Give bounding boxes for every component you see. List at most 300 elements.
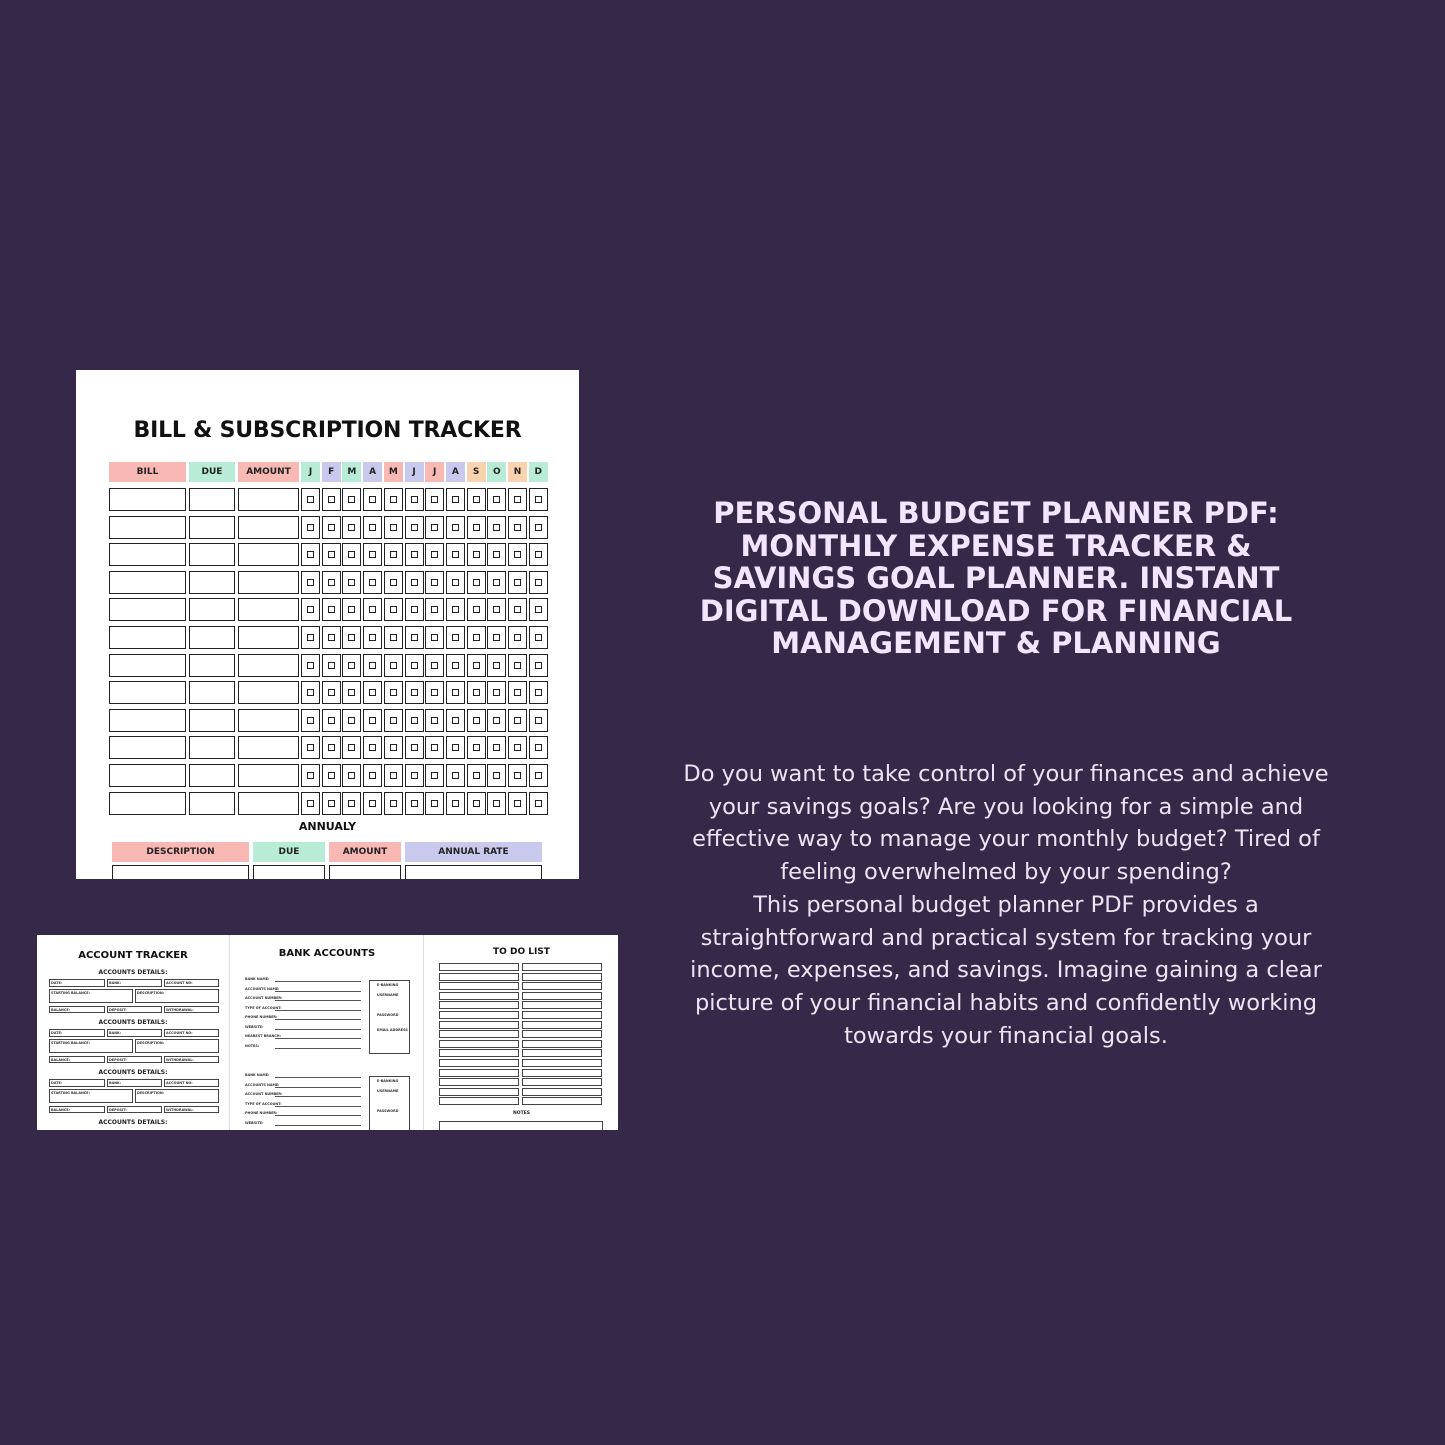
bill-field	[109, 681, 186, 704]
checkbox	[348, 606, 355, 613]
month-cell	[487, 764, 506, 787]
month-cell	[529, 516, 548, 539]
todo-item-box	[522, 1040, 602, 1048]
month-cell	[446, 654, 465, 677]
checkbox	[390, 606, 397, 613]
checkbox	[452, 772, 459, 779]
e-banking-label: USERNAME	[377, 1089, 399, 1093]
checkbox	[431, 772, 438, 779]
bank-accounts-title: BANK ACCOUNTS	[278, 948, 376, 959]
checkbox	[369, 717, 376, 724]
checkbox	[307, 579, 314, 586]
amount-field	[238, 681, 299, 704]
due-field	[189, 516, 235, 539]
month-cell	[363, 571, 382, 594]
checkbox	[514, 800, 521, 807]
month-cell	[322, 626, 341, 649]
month-cell	[425, 764, 444, 787]
month-cell	[405, 571, 424, 594]
checkbox	[473, 496, 480, 503]
checkbox	[369, 606, 376, 613]
checkbox	[307, 689, 314, 696]
month-cell	[425, 626, 444, 649]
checkbox	[390, 551, 397, 558]
checkbox	[535, 579, 542, 586]
month-cell	[342, 598, 361, 621]
bank-field-label: ACCOUNT NUMBER:	[245, 1092, 283, 1096]
todo-item-box	[439, 1088, 519, 1096]
checkbox	[348, 579, 355, 586]
checkbox	[535, 800, 542, 807]
checkbox	[514, 662, 521, 669]
todo-item-box	[522, 1088, 602, 1096]
bill-field	[109, 516, 186, 539]
checkbox	[493, 579, 500, 586]
bank-field-line	[275, 1048, 361, 1049]
month-cell	[363, 792, 382, 815]
month-cell	[384, 571, 403, 594]
deposit-label: DEPOSIT:	[109, 1008, 127, 1012]
todo-item-box	[522, 1097, 602, 1105]
accounts-details-label: ACCOUNTS DETAILS:	[98, 969, 168, 976]
month-cell	[405, 709, 424, 732]
checkbox	[390, 662, 397, 669]
month-cell	[363, 488, 382, 511]
checkbox	[348, 689, 355, 696]
checkbox	[328, 579, 335, 586]
checkbox	[535, 662, 542, 669]
checkbox	[390, 744, 397, 751]
month-cell	[529, 764, 548, 787]
checkbox	[431, 579, 438, 586]
description-paragraph-1: Do you want to take control of your finances and achieve your savings goals? Are you looking for a simple and effective way to manage your monthly budget? Tired of feeling overwhelmed by your spending?	[683, 761, 1329, 886]
checkbox	[411, 662, 418, 669]
bank-field-label: ACCOUNT NUMBER:	[245, 996, 283, 1000]
bill-field	[109, 654, 186, 677]
todo-item-box	[522, 973, 602, 981]
bank-field-label: ACCOUNTS NAME:	[245, 1082, 280, 1087]
todo-item-box	[522, 1021, 602, 1029]
month-cell	[425, 792, 444, 815]
checkbox	[452, 744, 459, 751]
annual-amount-field	[329, 865, 401, 879]
month-cell	[467, 626, 486, 649]
checkbox	[307, 496, 314, 503]
month-cell	[446, 736, 465, 759]
month-cell	[342, 764, 361, 787]
checkbox	[369, 524, 376, 531]
month-cell	[487, 654, 506, 677]
checkbox	[411, 717, 418, 724]
checkbox	[452, 606, 459, 613]
checkbox	[535, 496, 542, 503]
month-cell	[508, 626, 527, 649]
checkbox	[411, 551, 418, 558]
bank-field-label: PHONE NUMBER:	[245, 1015, 278, 1019]
bank-field-label: WEBSITE:	[245, 1024, 264, 1029]
checkbox	[452, 496, 459, 503]
due-field	[189, 709, 235, 732]
todo-item-box	[522, 1059, 602, 1067]
bank-field-line	[275, 991, 361, 992]
checkbox	[328, 551, 335, 558]
checkbox	[348, 772, 355, 779]
month-cell	[301, 488, 320, 511]
bank-field-line	[275, 1010, 361, 1011]
month-cell	[301, 709, 320, 732]
month-cell	[487, 681, 506, 704]
amount-field	[238, 571, 299, 594]
todo-item-box	[439, 1049, 519, 1057]
month-cell	[363, 516, 382, 539]
month-cell	[301, 736, 320, 759]
bill-tracker-preview	[76, 370, 579, 879]
month-cell	[425, 681, 444, 704]
month-cell	[342, 736, 361, 759]
bank-field-line	[275, 1087, 361, 1088]
checkbox	[514, 606, 521, 613]
checkbox	[348, 496, 355, 503]
month-header: O	[487, 462, 506, 482]
checkbox	[431, 634, 438, 641]
month-cell	[529, 709, 548, 732]
checkbox	[411, 579, 418, 586]
accounts-details-label: ACCOUNTS DETAILS:	[98, 1119, 168, 1126]
month-cell	[384, 598, 403, 621]
starting-balance-label: STARTING BALANCE:	[51, 1041, 90, 1045]
e-banking-box	[369, 980, 410, 1054]
month-cell	[405, 681, 424, 704]
month-header: N	[508, 462, 527, 482]
bill-field	[109, 709, 186, 732]
checkbox	[431, 496, 438, 503]
checkbox	[369, 744, 376, 751]
checkbox	[514, 496, 521, 503]
month-cell	[487, 598, 506, 621]
e-banking-label: EMAIL ADDRESS	[377, 1028, 408, 1032]
starting-balance-label: STARTING BALANCE:	[51, 991, 90, 995]
month-cell	[322, 516, 341, 539]
todo-item-box	[522, 963, 602, 971]
month-cell	[384, 709, 403, 732]
bank-field-line	[275, 1106, 361, 1107]
bank-field-line	[275, 1029, 361, 1030]
month-cell	[467, 543, 486, 566]
month-cell	[301, 764, 320, 787]
checkbox	[493, 772, 500, 779]
bill-field	[109, 543, 186, 566]
month-cell	[363, 626, 382, 649]
month-cell	[363, 709, 382, 732]
checkbox	[452, 551, 459, 558]
e-banking-label: PASSWORD	[377, 1013, 399, 1017]
checkbox	[369, 772, 376, 779]
month-cell	[301, 598, 320, 621]
checkbox	[431, 662, 438, 669]
month-cell	[425, 543, 444, 566]
month-cell	[384, 736, 403, 759]
todo-item-box	[522, 1049, 602, 1057]
checkbox	[307, 744, 314, 751]
bank-field-line	[275, 1115, 361, 1116]
amount-field	[238, 516, 299, 539]
checkbox	[411, 606, 418, 613]
checkbox	[390, 772, 397, 779]
due-field	[189, 681, 235, 704]
month-cell	[342, 626, 361, 649]
month-cell	[384, 516, 403, 539]
month-cell	[342, 571, 361, 594]
todo-item-box	[522, 992, 602, 1000]
checkbox	[411, 524, 418, 531]
checkbox	[493, 662, 500, 669]
todo-item-box	[522, 1078, 602, 1086]
checkbox	[493, 551, 500, 558]
bank-field-line	[275, 1077, 361, 1078]
bank-field-label: WEBSITE:	[245, 1120, 264, 1125]
month-cell	[529, 543, 548, 566]
checkbox	[431, 800, 438, 807]
bank-field-label: NOTES:	[245, 1043, 260, 1048]
month-cell	[405, 764, 424, 787]
checkbox	[328, 689, 335, 696]
month-cell	[487, 709, 506, 732]
description-label: DESCRIPTION:	[137, 991, 165, 995]
checkbox	[493, 634, 500, 641]
due-field	[189, 654, 235, 677]
checkbox	[535, 606, 542, 613]
checkbox	[307, 551, 314, 558]
bank-field-line	[275, 1019, 361, 1020]
todo-item-box	[522, 1011, 602, 1019]
month-cell	[425, 488, 444, 511]
month-cell	[529, 488, 548, 511]
account-no-label: ACCOUNT NO:	[166, 1031, 193, 1035]
checkbox	[411, 772, 418, 779]
month-cell	[508, 764, 527, 787]
checkbox	[535, 551, 542, 558]
month-cell	[467, 792, 486, 815]
checkbox	[535, 689, 542, 696]
checkbox	[514, 524, 521, 531]
checkbox	[390, 689, 397, 696]
month-cell	[363, 764, 382, 787]
month-cell	[322, 792, 341, 815]
month-cell	[301, 792, 320, 815]
checkbox	[328, 524, 335, 531]
todo-item-box	[439, 1011, 519, 1019]
month-header: A	[363, 462, 382, 482]
month-cell	[487, 488, 506, 511]
checkbox	[411, 744, 418, 751]
balance-label: BALANCE:	[51, 1008, 70, 1012]
checkbox	[328, 662, 335, 669]
todo-item-box	[439, 1097, 519, 1105]
bill-column-header: BILL	[109, 462, 186, 482]
month-cell	[487, 792, 506, 815]
checkbox	[348, 744, 355, 751]
account-tracker-page	[37, 935, 230, 1130]
checkbox	[493, 689, 500, 696]
checkbox	[390, 524, 397, 531]
checkbox	[307, 800, 314, 807]
checkbox	[535, 634, 542, 641]
checkbox	[514, 551, 521, 558]
checkbox	[431, 717, 438, 724]
checkbox	[307, 634, 314, 641]
month-cell	[508, 654, 527, 677]
todo-list-page	[425, 935, 618, 1130]
bank-field-line	[275, 1125, 361, 1126]
amount-field	[238, 488, 299, 511]
bank-field-label: ACCOUNTS NAME:	[245, 986, 280, 991]
bill-field	[109, 488, 186, 511]
month-header: S	[467, 462, 486, 482]
checkbox	[411, 496, 418, 503]
checkbox	[369, 689, 376, 696]
bill-field	[109, 736, 186, 759]
notes-label: NOTES	[513, 1111, 530, 1116]
todo-item-box	[522, 1001, 602, 1009]
month-cell	[301, 571, 320, 594]
checkbox	[452, 800, 459, 807]
checkbox	[514, 689, 521, 696]
month-cell	[446, 709, 465, 732]
todo-item-box	[439, 973, 519, 981]
description-label: DESCRIPTION:	[137, 1091, 165, 1095]
checkbox	[514, 579, 521, 586]
month-cell	[322, 543, 341, 566]
bank-field-label: TYPE OF ACCOUNT:	[245, 1101, 282, 1106]
month-cell	[384, 488, 403, 511]
checkbox	[493, 717, 500, 724]
month-cell	[301, 543, 320, 566]
month-header: J	[425, 462, 444, 482]
checkbox	[514, 717, 521, 724]
annual-rate-field	[405, 865, 542, 879]
bill-field	[109, 598, 186, 621]
bill-tracker-title: BILL & SUBSCRIPTION TRACKER	[133, 418, 522, 443]
month-cell	[384, 543, 403, 566]
checkbox	[431, 744, 438, 751]
product-heading: PERSONAL BUDGET PLANNER PDF: MONTHLY EXPENSE TRACKER & SAVINGS GOAL PLANNER. INSTANT DIGITAL DOWNLOAD FOR FINANCIAL MANAGEMENT & PLANNING	[699, 496, 1293, 660]
month-header: J	[301, 462, 320, 482]
e-banking-label: USERNAME	[377, 993, 399, 997]
month-cell	[508, 571, 527, 594]
checkbox	[535, 744, 542, 751]
amount-field	[238, 792, 299, 815]
checkbox	[535, 772, 542, 779]
bank-label: BANK:	[109, 1081, 122, 1085]
withdrawal-label: WITHDRAWAL:	[166, 1058, 194, 1062]
checkbox	[535, 717, 542, 724]
checkbox	[431, 524, 438, 531]
e-banking-label: E-BANKING	[377, 983, 399, 987]
checkbox	[348, 524, 355, 531]
bank-field-label: NEAREST BRANCH:	[245, 1034, 281, 1038]
month-cell	[529, 571, 548, 594]
checkbox	[307, 662, 314, 669]
checkbox	[328, 606, 335, 613]
accounts-details-label: ACCOUNTS DETAILS:	[98, 1019, 168, 1026]
month-cell	[467, 736, 486, 759]
month-cell	[446, 764, 465, 787]
checkbox	[452, 634, 459, 641]
account-no-label: ACCOUNT NO:	[166, 981, 193, 985]
bank-field-label: BANK NAME:	[245, 1073, 270, 1077]
month-cell	[425, 736, 444, 759]
month-cell	[363, 736, 382, 759]
bank-field-line	[275, 1038, 361, 1039]
checkbox	[514, 744, 521, 751]
checkbox	[328, 800, 335, 807]
checkbox	[431, 551, 438, 558]
month-cell	[467, 571, 486, 594]
amount-field	[238, 764, 299, 787]
balance-label: BALANCE:	[51, 1058, 70, 1062]
checkbox	[369, 634, 376, 641]
account-no-label: ACCOUNT NO:	[166, 1081, 193, 1085]
checkbox	[431, 606, 438, 613]
month-cell	[322, 736, 341, 759]
due-field	[189, 792, 235, 815]
bill-field	[109, 764, 186, 787]
withdrawal-label: WITHDRAWAL:	[166, 1108, 194, 1112]
checkbox	[390, 579, 397, 586]
checkbox	[473, 717, 480, 724]
deposit-label: DEPOSIT:	[109, 1058, 127, 1062]
month-cell	[405, 488, 424, 511]
annual-due-field	[253, 865, 325, 879]
month-cell	[529, 681, 548, 704]
checkbox	[452, 524, 459, 531]
month-cell	[487, 571, 506, 594]
checkbox	[307, 772, 314, 779]
withdrawal-label: WITHDRAWAL:	[166, 1008, 194, 1012]
month-cell	[363, 598, 382, 621]
date-label: DATE:	[51, 1031, 63, 1035]
month-cell	[467, 764, 486, 787]
checkbox	[473, 689, 480, 696]
notes-box	[439, 1121, 603, 1130]
deposit-label: DEPOSIT:	[109, 1108, 127, 1112]
checkbox	[369, 800, 376, 807]
checkbox	[493, 496, 500, 503]
description-column-header: DESCRIPTION	[112, 842, 249, 862]
bank-accounts-page	[231, 935, 424, 1130]
due-field	[189, 543, 235, 566]
checkbox	[473, 634, 480, 641]
due-field	[189, 626, 235, 649]
month-cell	[508, 792, 527, 815]
todo-item-box	[439, 982, 519, 990]
month-cell	[322, 681, 341, 704]
annual-description-field	[112, 865, 249, 879]
month-cell	[529, 598, 548, 621]
checkbox	[493, 524, 500, 531]
amount-field	[238, 736, 299, 759]
checkbox	[493, 744, 500, 751]
month-cell	[342, 543, 361, 566]
bank-field-line	[275, 1000, 361, 1001]
todo-item-box	[439, 1078, 519, 1086]
annual-amount-column-header: AMOUNT	[329, 842, 401, 862]
month-cell	[529, 736, 548, 759]
starting-balance-label: STARTING BALANCE:	[51, 1091, 90, 1095]
annual-due-column-header: DUE	[253, 842, 325, 862]
checkbox	[535, 524, 542, 531]
amount-column-header: AMOUNT	[238, 462, 299, 482]
